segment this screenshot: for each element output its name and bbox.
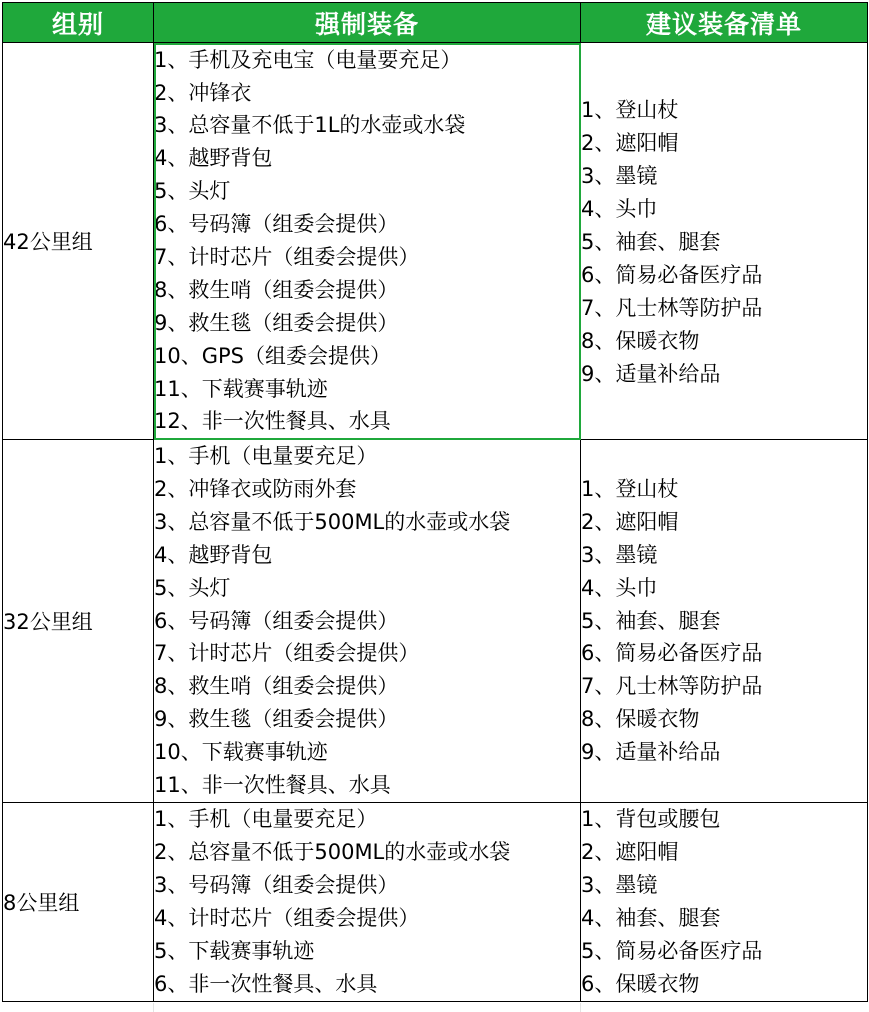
list-item: 2、冲锋衣 [154,80,252,105]
list-item: 4、越野背包 [154,542,273,567]
mandatory-cell[interactable] [154,803,581,1002]
list-item: 8、保暖衣物 [581,707,700,732]
equipment-table [2,2,868,1002]
list-item: 1、手机（电量要充足） [154,444,378,469]
list-item: 4、越野背包 [154,146,273,171]
empty-row-area [0,1003,869,1012]
list-item: 9、适量补给品 [581,361,721,386]
list-item: 7、凡士林等防护品 [581,674,763,699]
list-item: 3、墨镜 [581,542,658,567]
list-item: 8、保暖衣物 [581,328,700,353]
list-item: 6、非一次性餐具、水具 [154,971,378,996]
list-item: 9、救生毯（组委会提供） [154,707,399,732]
suggested-cell[interactable] [581,803,868,1002]
header-row [3,3,868,43]
list-item: 6、简易必备医疗品 [581,641,763,666]
list-item: 3、号码簿（组委会提供） [154,873,399,898]
list-item: 1、登山杖 [581,476,679,501]
gridline [153,1003,154,1012]
gridline [580,1003,581,1012]
list-item: 9、适量补给品 [581,740,721,765]
list-item: 6、保暖衣物 [581,971,700,996]
list-item: 5、下载赛事轨迹 [154,938,315,963]
list-item: 8、救生哨（组委会提供） [154,277,399,302]
list-item: 5、袖套、腿套 [581,608,721,633]
list-item: 6、号码簿（组委会提供） [154,212,399,237]
mandatory-cell[interactable] [154,440,581,803]
list-item: 2、总容量不低于500ML的水壶或水袋 [154,840,511,865]
mandatory-cell[interactable] [154,43,581,440]
list-item: 5、简易必备医疗品 [581,938,763,963]
list-item: 5、袖套、腿套 [581,230,721,255]
list-item: 10、GPS（组委会提供） [154,343,391,368]
list-item: 1、登山杖 [581,98,679,123]
list-item: 7、计时芯片（组委会提供） [154,641,420,666]
list-item: 6、简易必备医疗品 [581,262,763,287]
mandatory-list [154,44,580,439]
list-item: 5、头灯 [154,179,231,204]
suggested-cell[interactable] [581,43,868,440]
group-cell[interactable]: 8公里组 [3,803,154,1002]
list-item: 9、救生毯（组委会提供） [154,310,399,335]
suggested-cell[interactable] [581,440,868,803]
mandatory-list [154,803,580,1000]
list-item: 11、下载赛事轨迹 [154,376,328,401]
group-cell[interactable]: 32公里组 [3,440,154,803]
list-item: 5、头灯 [154,575,231,600]
suggested-list [581,473,867,769]
table-row [3,43,868,440]
list-item: 2、遮阳帽 [581,509,679,534]
list-item: 8、救生哨（组委会提供） [154,674,399,699]
list-item: 3、总容量不低于500ML的水壶或水袋 [154,509,511,534]
list-item: 2、遮阳帽 [581,131,679,156]
list-item: 1、手机及充电宝（电量要充足） [154,47,462,72]
header-suggested[interactable]: 建议装备清单 [581,3,868,43]
mandatory-list [154,440,580,802]
list-item: 6、号码簿（组委会提供） [154,608,399,633]
list-item: 11、非一次性餐具、水具 [154,773,391,797]
suggested-list [581,94,867,390]
list-item: 7、凡士林等防护品 [581,295,763,320]
list-item: 1、背包或腰包 [581,807,721,832]
list-item: 3、总容量不低于1L的水壶或水袋 [154,113,466,138]
list-item: 3、墨镜 [581,164,658,189]
list-item: 1、手机（电量要充足） [154,807,378,832]
list-item: 4、计时芯片（组委会提供） [154,906,420,930]
list-item: 7、计时芯片（组委会提供） [154,245,420,269]
list-item: 2、遮阳帽 [581,840,679,865]
list-item: 10、下载赛事轨迹 [154,740,328,765]
list-item: 3、墨镜 [581,873,658,898]
list-item: 4、头巾 [581,575,658,600]
list-item: 12、非一次性餐具、水具 [154,409,391,434]
header-group[interactable]: 组别 [3,3,154,43]
list-item: 4、头巾 [581,197,658,222]
header-mandatory[interactable]: 强制装备 [154,3,581,43]
list-item: 4、袖套、腿套 [581,906,721,930]
group-cell[interactable]: 42公里组 [3,43,154,440]
list-item: 2、冲锋衣或防雨外套 [154,476,357,501]
table-row [3,440,868,803]
table-row [3,803,868,1002]
suggested-list [581,803,867,1000]
